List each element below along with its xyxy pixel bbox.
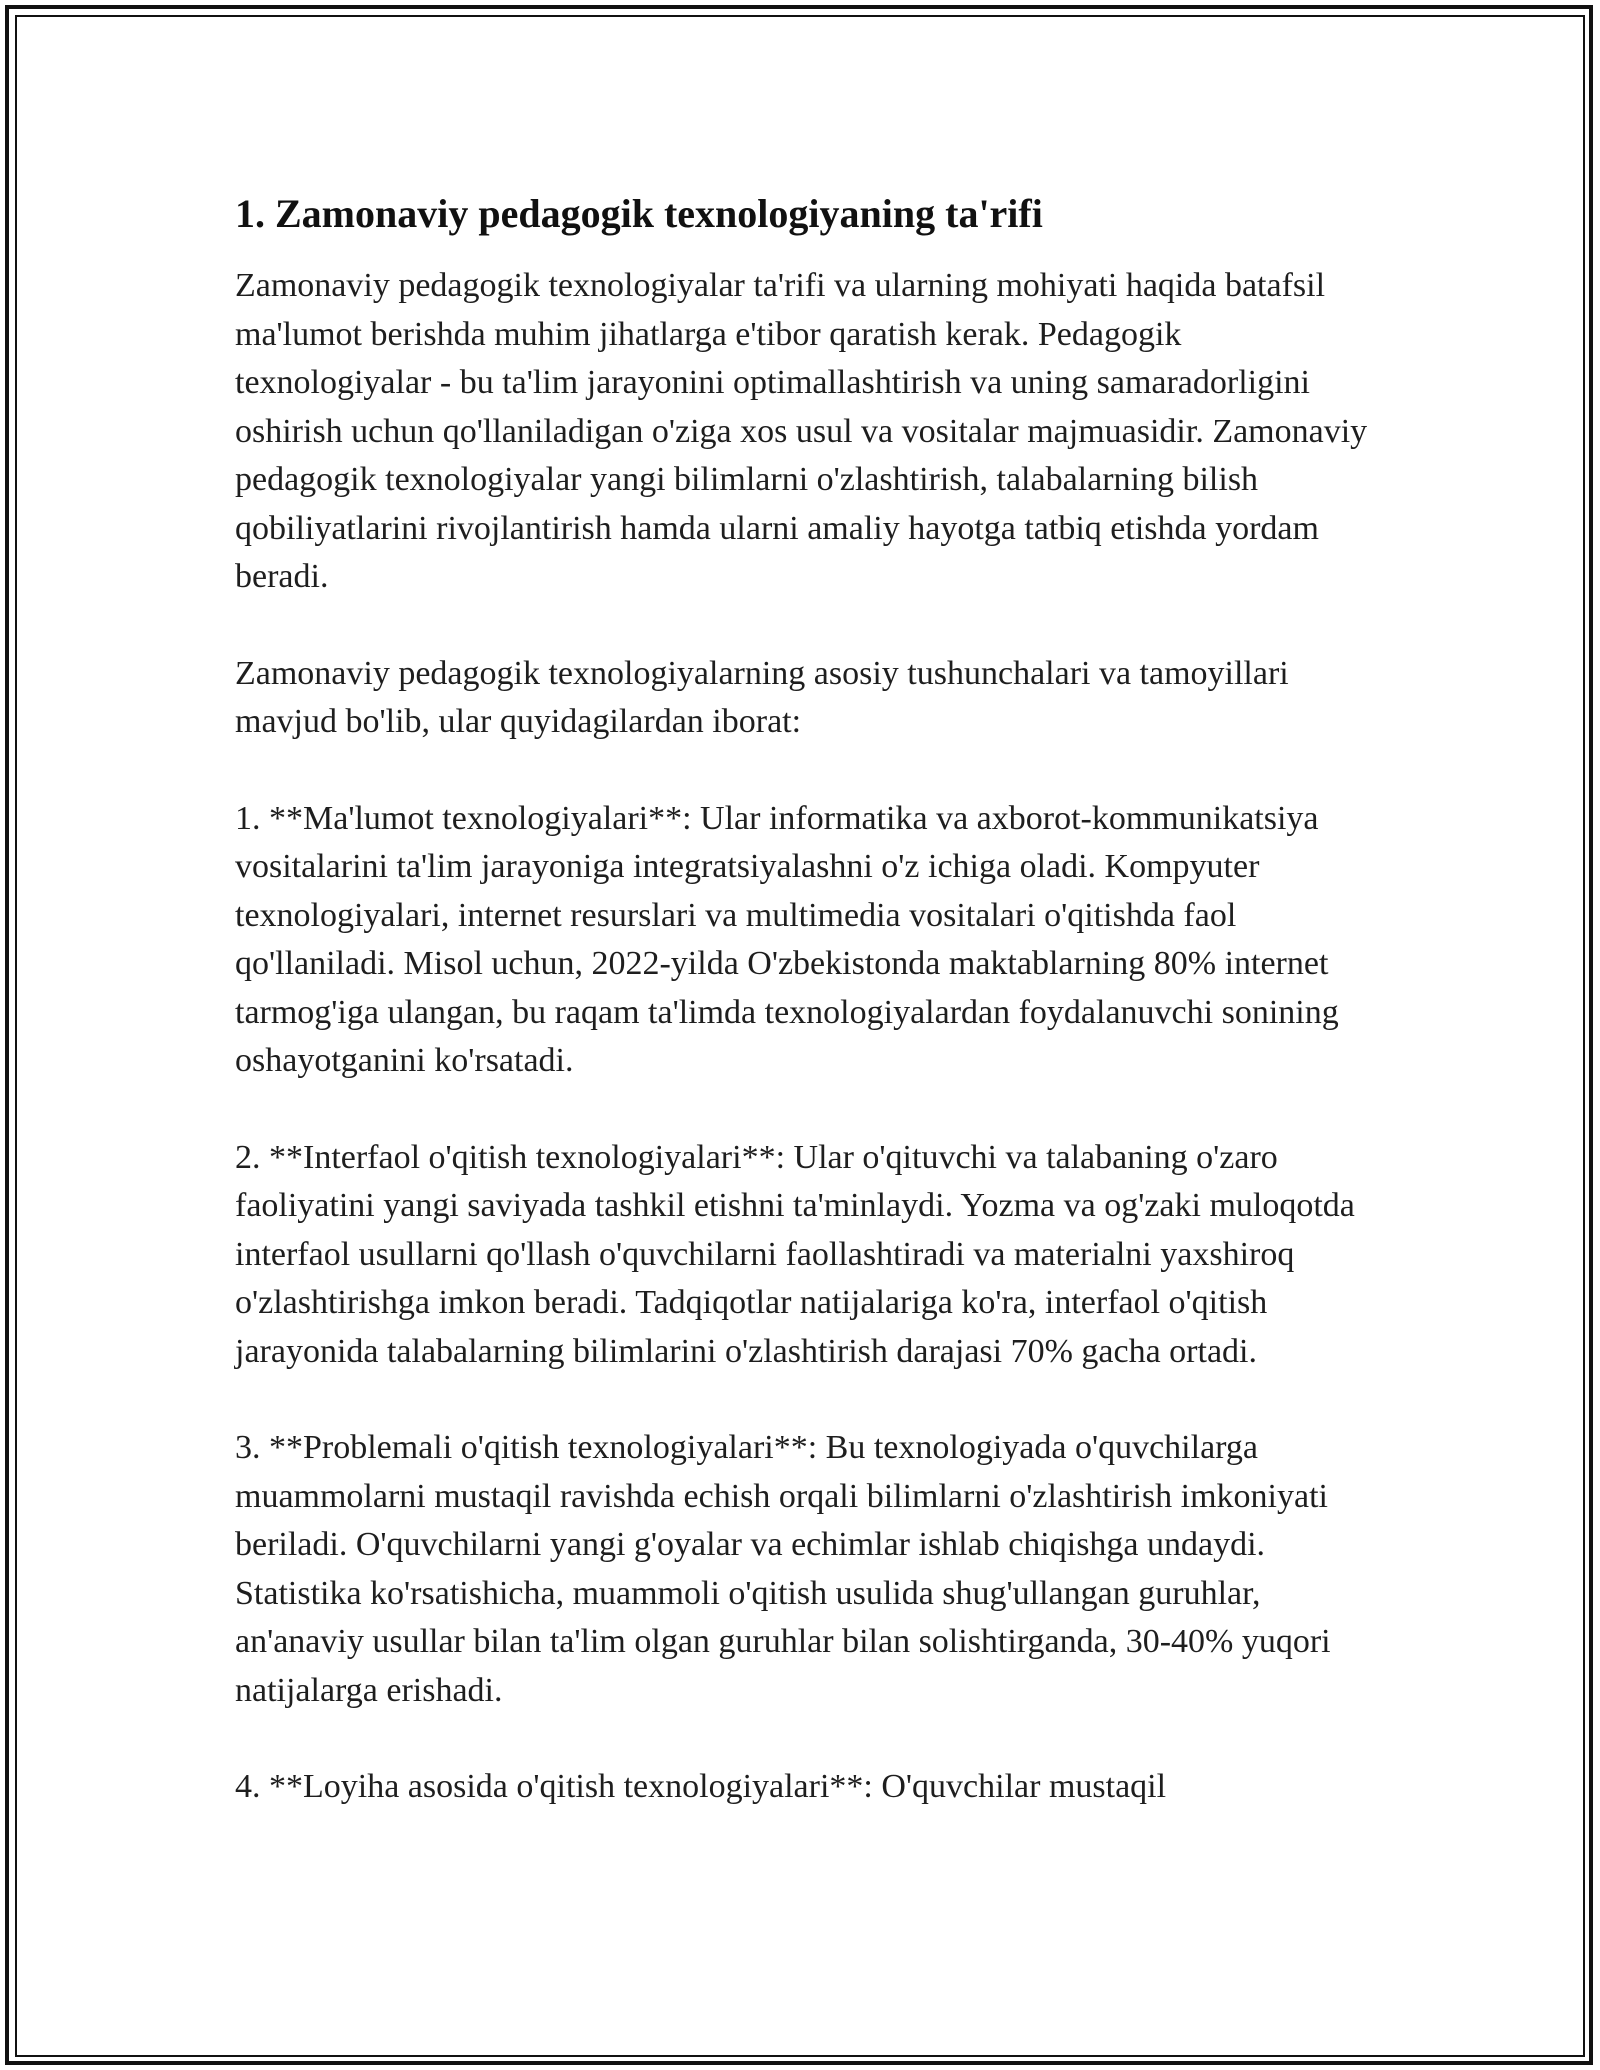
list-item-4: 4. **Loyiha asosida o'qitish texnologiyalari**: O'quvchilar mustaqil (235, 1768, 1167, 1805)
list-item-1: 1. **Ma'lumot texnologiyalari**: Ular informatika va axborot-kommunikatsiya vositalarini ta'lim jarayoniga integratsiyalashni o'z ichiga oladi. Kompyuter texnologiyalari, internet resurslari va multimedia vositalari o'qitishda faol qo'llaniladi. Misol uchun, 2022-yilda O'zbekistonda maktablarning 80% internet tarmog'iga ulangan, bu raqam ta'limda texnologiyalardan foydalanuvchi sonining oshayotganini ko'rsatadi. (235, 799, 1339, 1079)
list-item-3: 3. **Problemali o'qitish texnologiyalari**: Bu texnologiyada o'quvchilarga muammolarni mustaqil ravishda echish orqali bilimlarni o'zlashtirish imkoniyati beriladi. O'quvchilarni yangi g'oyalar va echimlar ishlab chiqishga undaydi. Statistika ko'rsatishicha, muammoli o'qitish usulida shug'ullangan guruhlar, an'anaviy usullar bilan ta'lim olgan guruhlar bilan solishtirganda, 30-40% yuqori natijalarga erishadi. (235, 1429, 1331, 1709)
list-item-2: 2. **Interfaol o'qitish texnologiyalari**: Ular o'qituvchi va talabaning o'zaro faoliyatini yangi saviyada tashkil etishni ta'minlaydi. Yozma va og'zaki muloqotda interfaol usullarni qo'llash o'quvchilarni faollashtiradi va materialni yaxshiroq o'zlashtirishga imkon beradi. Tadqiqotlar natijalariga ko'ra, interfaol o'qitish jarayonida talabalarning bilimlarini o'zlashtirish darajasi 70% gacha ortadi. (235, 1138, 1355, 1370)
paragraph-intro: Zamonaviy pedagogik texnologiyalar ta'rifi va ularning mohiyati haqida batafsil ma'lumot berishda muhim jihatlarga e'tibor qaratish kerak. Pedagogik texnologiyalar - bu ta'lim jarayonini optimallashtirish va uning samaradorligini oshirish uchun qo'llaniladigan o'ziga xos usul va vositalar majmuasidir. Zamonaviy pedagogik texnologiyalar yangi bilimlarni o'zlashtirish, talabalarning bilish qobiliyatlarini rivojlantirish hamda ularni amaliy hayotga tatbiq etishda yordam beradi. (235, 267, 1368, 595)
section-heading: 1. Zamonaviy pedagogik texnologiyaning ta'rifi (235, 191, 1043, 236)
paragraph-principles: Zamonaviy pedagogik texnologiyalarning asosiy tushunchalari va tamoyillari mavjud bo'lib, ular quyidagilardan iborat: (235, 654, 1289, 740)
document-body (235, 186, 1375, 1860)
